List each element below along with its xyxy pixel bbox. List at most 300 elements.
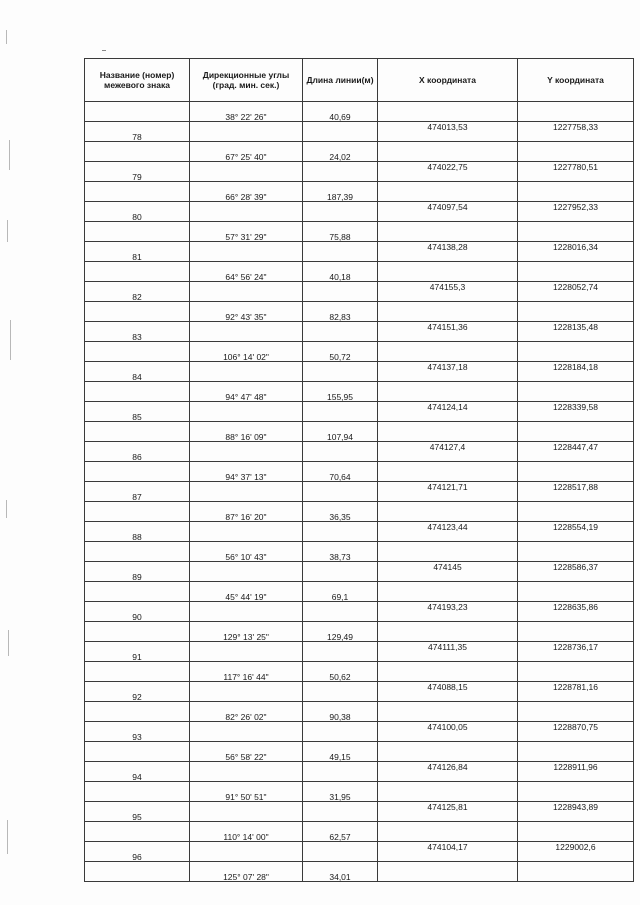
line-length-value: 69,1 xyxy=(331,591,349,602)
empty-cell xyxy=(378,142,518,162)
empty-cell xyxy=(85,422,190,442)
x-coordinate-value: 474145 xyxy=(433,561,462,572)
y-coordinate-value: 1227780,51 xyxy=(553,161,598,172)
y-coordinate-value: 1228635,86 xyxy=(553,601,598,612)
x-coordinate-cell xyxy=(378,122,518,142)
x-coordinate-value: 474124,14 xyxy=(427,401,468,412)
table-body xyxy=(85,102,634,882)
direction-angle-value: 91° 50' 51" xyxy=(225,791,267,802)
empty-cell xyxy=(378,502,518,522)
x-coordinate-cell xyxy=(378,762,518,782)
point-name-cell xyxy=(85,522,190,542)
boundary-coordinates-table xyxy=(84,58,634,882)
empty-cell xyxy=(378,822,518,842)
empty-cell xyxy=(303,162,378,182)
x-coordinate-cell xyxy=(378,362,518,382)
line-length-cell xyxy=(303,182,378,202)
empty-cell xyxy=(190,162,303,182)
empty-cell xyxy=(378,582,518,602)
header-point-name xyxy=(85,59,190,102)
empty-cell xyxy=(303,482,378,502)
line-length-value: 129,49 xyxy=(327,631,353,642)
point-row xyxy=(85,602,634,622)
point-row xyxy=(85,322,634,342)
y-coordinate-value: 1228943,89 xyxy=(553,801,598,812)
point-name-cell xyxy=(85,202,190,222)
point-name-cell xyxy=(85,722,190,742)
table-header-row xyxy=(85,59,634,102)
line-length-value: 40,18 xyxy=(329,271,351,282)
empty-cell xyxy=(85,782,190,802)
x-coordinate-cell xyxy=(378,162,518,182)
direction-angle-cell xyxy=(190,462,303,482)
empty-cell xyxy=(303,762,378,782)
direction-angle-cell xyxy=(190,742,303,762)
empty-cell xyxy=(303,202,378,222)
x-coordinate-cell xyxy=(378,282,518,302)
line-length-cell xyxy=(303,302,378,322)
direction-angle-value: 125° 07' 28" xyxy=(223,871,269,882)
empty-cell xyxy=(85,662,190,682)
empty-cell xyxy=(518,622,634,642)
y-coordinate-cell xyxy=(518,682,634,702)
x-coordinate-value: 474013,53 xyxy=(427,121,468,132)
empty-cell xyxy=(518,142,634,162)
direction-angle-value: 87° 16' 20" xyxy=(225,511,267,522)
x-coordinate-value: 474100,05 xyxy=(427,721,468,732)
point-row xyxy=(85,762,634,782)
empty-cell xyxy=(85,742,190,762)
empty-cell xyxy=(303,442,378,462)
x-coordinate-cell xyxy=(378,642,518,662)
point-name-value: 88 xyxy=(132,531,142,542)
line-row xyxy=(85,222,634,242)
empty-cell xyxy=(190,682,303,702)
line-length-cell xyxy=(303,382,378,402)
point-name-cell xyxy=(85,242,190,262)
header-point-name-line2: межевого знака xyxy=(104,80,170,90)
y-coordinate-cell xyxy=(518,482,634,502)
empty-cell xyxy=(190,802,303,822)
line-length-value: 107,94 xyxy=(327,431,353,442)
empty-cell xyxy=(190,242,303,262)
direction-angle-value: 45° 44' 19" xyxy=(225,591,267,602)
line-length-value: 49,15 xyxy=(329,751,351,762)
line-length-cell xyxy=(303,702,378,722)
line-length-value: 36,35 xyxy=(329,511,351,522)
point-row xyxy=(85,482,634,502)
direction-angle-cell xyxy=(190,182,303,202)
empty-cell xyxy=(85,502,190,522)
empty-cell xyxy=(378,702,518,722)
direction-angle-value: 129° 13' 25" xyxy=(223,631,269,642)
direction-angle-value: 56° 58' 22" xyxy=(225,751,267,762)
point-name-value: 80 xyxy=(132,211,142,222)
header-direction-angle-line1: Дирекционные углы xyxy=(202,70,290,80)
empty-cell xyxy=(518,182,634,202)
empty-cell xyxy=(190,602,303,622)
empty-cell xyxy=(518,862,634,882)
direction-angle-cell xyxy=(190,542,303,562)
line-row xyxy=(85,262,634,282)
y-coordinate-cell xyxy=(518,842,634,862)
empty-cell xyxy=(85,862,190,882)
y-coordinate-cell xyxy=(518,162,634,182)
y-coordinate-value: 1228586,37 xyxy=(553,561,598,572)
y-coordinate-cell xyxy=(518,722,634,742)
point-name-value: 81 xyxy=(132,251,142,262)
point-name-value: 89 xyxy=(132,571,142,582)
line-row xyxy=(85,382,634,402)
x-coordinate-value: 474126,84 xyxy=(427,761,468,772)
y-coordinate-cell xyxy=(518,522,634,542)
point-name-value: 96 xyxy=(132,851,142,862)
point-row xyxy=(85,682,634,702)
direction-angle-value: 67° 25' 40" xyxy=(225,151,267,162)
y-coordinate-value: 1228184,18 xyxy=(553,361,598,372)
y-coordinate-value: 1228339,58 xyxy=(553,401,598,412)
y-coordinate-cell xyxy=(518,122,634,142)
line-length-value: 70,64 xyxy=(329,471,351,482)
x-coordinate-cell xyxy=(378,802,518,822)
line-row xyxy=(85,342,634,362)
y-coordinate-cell xyxy=(518,362,634,382)
point-row xyxy=(85,282,634,302)
point-name-cell xyxy=(85,122,190,142)
line-length-value: 62,57 xyxy=(329,831,351,842)
line-row xyxy=(85,502,634,522)
point-name-cell xyxy=(85,562,190,582)
empty-cell xyxy=(85,622,190,642)
line-length-value: 82,83 xyxy=(329,311,351,322)
direction-angle-value: 92° 43' 35" xyxy=(225,311,267,322)
empty-cell xyxy=(85,342,190,362)
point-row xyxy=(85,842,634,862)
x-coordinate-cell xyxy=(378,722,518,742)
empty-cell xyxy=(190,722,303,742)
y-coordinate-value: 1228736,17 xyxy=(553,641,598,652)
empty-cell xyxy=(303,522,378,542)
header-direction-angle xyxy=(190,59,303,102)
empty-cell xyxy=(518,582,634,602)
y-coordinate-value: 1228016,34 xyxy=(553,241,598,252)
empty-cell xyxy=(378,782,518,802)
line-length-value: 38,73 xyxy=(329,551,351,562)
empty-cell xyxy=(85,702,190,722)
line-length-value: 75,88 xyxy=(329,231,351,242)
line-row xyxy=(85,782,634,802)
point-name-cell xyxy=(85,482,190,502)
y-coordinate-value: 1228447,47 xyxy=(553,441,598,452)
empty-cell xyxy=(190,122,303,142)
x-coordinate-cell xyxy=(378,402,518,422)
empty-cell xyxy=(303,362,378,382)
empty-cell xyxy=(190,442,303,462)
point-name-value: 91 xyxy=(132,651,142,662)
direction-angle-cell xyxy=(190,662,303,682)
empty-cell xyxy=(518,462,634,482)
direction-angle-cell xyxy=(190,382,303,402)
line-row xyxy=(85,142,634,162)
empty-cell xyxy=(518,422,634,442)
empty-cell xyxy=(190,522,303,542)
x-coordinate-value: 474138,28 xyxy=(427,241,468,252)
direction-angle-cell xyxy=(190,262,303,282)
point-name-cell xyxy=(85,682,190,702)
empty-cell xyxy=(378,342,518,362)
y-coordinate-value: 1227758,33 xyxy=(553,121,598,132)
point-row xyxy=(85,562,634,582)
empty-cell xyxy=(303,322,378,342)
y-coordinate-value: 1228781,16 xyxy=(553,681,598,692)
empty-cell xyxy=(378,462,518,482)
line-row xyxy=(85,182,634,202)
x-coordinate-cell xyxy=(378,562,518,582)
x-coordinate-value: 474127,4 xyxy=(429,441,466,452)
empty-cell xyxy=(190,362,303,382)
point-name-cell xyxy=(85,802,190,822)
header-point-name-line1: Название (номер) xyxy=(99,70,175,80)
direction-angle-cell xyxy=(190,222,303,242)
direction-angle-value: 82° 26' 02" xyxy=(225,711,267,722)
line-row xyxy=(85,462,634,482)
point-name-value: 83 xyxy=(132,331,142,342)
point-name-value: 93 xyxy=(132,731,142,742)
line-length-value: 34,01 xyxy=(329,871,351,882)
point-row xyxy=(85,442,634,462)
direction-angle-cell xyxy=(190,502,303,522)
point-name-cell xyxy=(85,762,190,782)
point-row xyxy=(85,242,634,262)
x-coordinate-value: 474125,81 xyxy=(427,801,468,812)
empty-cell xyxy=(303,682,378,702)
line-row xyxy=(85,742,634,762)
line-length-value: 155,95 xyxy=(327,391,353,402)
empty-cell xyxy=(518,222,634,242)
empty-cell xyxy=(518,502,634,522)
empty-cell xyxy=(303,802,378,822)
empty-cell xyxy=(378,422,518,442)
empty-cell xyxy=(378,382,518,402)
x-coordinate-value: 474022,75 xyxy=(427,161,468,172)
line-length-value: 50,72 xyxy=(329,351,351,362)
direction-angle-value: 64° 56' 24" xyxy=(225,271,267,282)
direction-angle-cell: 38° 22' 26" xyxy=(190,102,303,122)
line-length-cell xyxy=(303,542,378,562)
line-length-cell xyxy=(303,862,378,882)
empty-cell xyxy=(518,102,634,122)
direction-angle-value: 57° 31' 29" xyxy=(225,231,267,242)
empty-cell xyxy=(378,742,518,762)
point-name-value: 78 xyxy=(132,131,142,142)
empty-cell xyxy=(378,302,518,322)
point-name-value: 94 xyxy=(132,771,142,782)
x-coordinate-value: 474104,17 xyxy=(427,841,468,852)
empty-cell xyxy=(378,262,518,282)
empty-cell xyxy=(85,262,190,282)
line-length-cell xyxy=(303,622,378,642)
empty-cell xyxy=(518,302,634,322)
point-row xyxy=(85,162,634,182)
scan-mark xyxy=(102,50,106,51)
empty-cell xyxy=(303,402,378,422)
line-length-cell xyxy=(303,462,378,482)
line-row xyxy=(85,822,634,842)
empty-cell xyxy=(85,222,190,242)
line-length-value: 50,62 xyxy=(329,671,351,682)
empty-cell xyxy=(518,262,634,282)
line-length-cell xyxy=(303,502,378,522)
empty-cell xyxy=(518,542,634,562)
point-row xyxy=(85,202,634,222)
empty-cell xyxy=(378,182,518,202)
y-coordinate-cell xyxy=(518,282,634,302)
x-coordinate-cell xyxy=(378,202,518,222)
y-coordinate-cell xyxy=(518,602,634,622)
line-row xyxy=(85,422,634,442)
direction-angle-cell xyxy=(190,822,303,842)
point-row xyxy=(85,402,634,422)
point-name-value: 90 xyxy=(132,611,142,622)
line-length-cell xyxy=(303,662,378,682)
direction-angle-cell xyxy=(190,702,303,722)
empty-cell xyxy=(378,542,518,562)
y-coordinate-value: 1228870,75 xyxy=(553,721,598,732)
direction-angle-cell xyxy=(190,582,303,602)
empty-cell xyxy=(303,282,378,302)
line-row xyxy=(85,582,634,602)
point-name-value: 85 xyxy=(132,411,142,422)
direction-angle-value: 106° 14' 02" xyxy=(223,351,269,362)
y-coordinate-value: 1227952,33 xyxy=(553,201,598,212)
line-length-cell xyxy=(303,582,378,602)
line-length-value: 31,95 xyxy=(329,791,351,802)
point-name-value: 95 xyxy=(132,811,142,822)
line-length-value: 187,39 xyxy=(327,191,353,202)
line-length-cell xyxy=(303,742,378,762)
x-coordinate-value: 474111,35 xyxy=(428,641,467,652)
empty-cell xyxy=(190,282,303,302)
y-coordinate-cell xyxy=(518,642,634,662)
empty-cell xyxy=(303,122,378,142)
header-line-length: Длина линии(м) xyxy=(303,59,378,102)
x-coordinate-value: 474097,54 xyxy=(427,201,468,212)
x-coordinate-cell xyxy=(378,602,518,622)
empty-cell xyxy=(303,722,378,742)
point-row xyxy=(85,802,634,822)
empty-cell xyxy=(85,182,190,202)
x-coordinate-cell xyxy=(378,442,518,462)
line-length-cell xyxy=(303,822,378,842)
empty-cell xyxy=(378,622,518,642)
x-coordinate-cell xyxy=(378,682,518,702)
y-coordinate-value: 1228135,48 xyxy=(553,321,598,332)
direction-angle-cell xyxy=(190,302,303,322)
point-row xyxy=(85,642,634,662)
point-name-cell xyxy=(85,442,190,462)
point-name-cell xyxy=(85,282,190,302)
x-coordinate-value: 474123,44 xyxy=(427,521,468,532)
direction-angle-cell xyxy=(190,142,303,162)
line-row xyxy=(85,662,634,682)
empty-cell xyxy=(85,382,190,402)
line-row xyxy=(85,862,634,882)
empty-cell xyxy=(85,462,190,482)
empty-cell xyxy=(190,202,303,222)
y-coordinate-value: 1228554,19 xyxy=(553,521,598,532)
direction-angle-cell xyxy=(190,622,303,642)
empty-cell xyxy=(190,842,303,862)
line-length-value: 24,02 xyxy=(329,151,351,162)
point-name-value: 87 xyxy=(132,491,142,502)
empty-cell xyxy=(518,782,634,802)
point-row xyxy=(85,122,634,142)
empty-cell xyxy=(518,822,634,842)
empty-cell xyxy=(85,542,190,562)
point-name-cell xyxy=(85,362,190,382)
x-coordinate-value: 474088,15 xyxy=(427,681,468,692)
x-coordinate-value: 474155,3 xyxy=(429,281,466,292)
empty-cell xyxy=(85,302,190,322)
x-coordinate-value: 474137,18 xyxy=(427,361,468,372)
point-name-cell xyxy=(85,842,190,862)
empty-cell xyxy=(378,662,518,682)
point-name-value: 79 xyxy=(132,171,142,182)
line-length-cell xyxy=(303,782,378,802)
direction-angle-value: 117° 16' 44" xyxy=(223,671,269,682)
x-coordinate-cell xyxy=(378,842,518,862)
direction-angle-value: 94° 47' 48" xyxy=(225,391,267,402)
point-name-value: 92 xyxy=(132,691,142,702)
direction-angle-value: 110° 14' 00" xyxy=(223,831,269,842)
line-row xyxy=(85,622,634,642)
empty-cell xyxy=(85,142,190,162)
empty-cell xyxy=(190,482,303,502)
empty-cell xyxy=(85,582,190,602)
empty-cell xyxy=(303,602,378,622)
empty-cell xyxy=(378,222,518,242)
point-row xyxy=(85,722,634,742)
point-row xyxy=(85,362,634,382)
line-length-cell: 40,69 xyxy=(303,102,378,122)
direction-angle-value: 66° 28' 39" xyxy=(225,191,267,202)
line-length-cell xyxy=(303,342,378,362)
header-x-coordinate: X координата xyxy=(378,59,518,102)
line-length-value: 90,38 xyxy=(329,711,351,722)
direction-angle-cell xyxy=(190,782,303,802)
direction-angle-value: 88° 16' 09" xyxy=(225,431,267,442)
line-length-cell xyxy=(303,142,378,162)
empty-cell xyxy=(518,342,634,362)
empty-cell xyxy=(303,562,378,582)
header-direction-angle-line2: (град. мин. сек.) xyxy=(212,80,280,90)
y-coordinate-value: 1228517,88 xyxy=(553,481,598,492)
y-coordinate-value: 1229002,6 xyxy=(555,841,596,852)
direction-angle-value: 94° 37' 13" xyxy=(225,471,267,482)
y-coordinate-cell xyxy=(518,242,634,262)
point-name-cell xyxy=(85,162,190,182)
empty-cell xyxy=(378,102,518,122)
direction-angle-value: 56° 10' 43" xyxy=(225,551,267,562)
empty-cell xyxy=(190,562,303,582)
line-length-cell xyxy=(303,222,378,242)
point-name-cell xyxy=(85,322,190,342)
point-name-value: 82 xyxy=(132,291,142,302)
direction-angle-cell xyxy=(190,342,303,362)
line-row xyxy=(85,702,634,722)
empty-cell xyxy=(190,402,303,422)
y-coordinate-value: 1228911,96 xyxy=(553,761,598,772)
